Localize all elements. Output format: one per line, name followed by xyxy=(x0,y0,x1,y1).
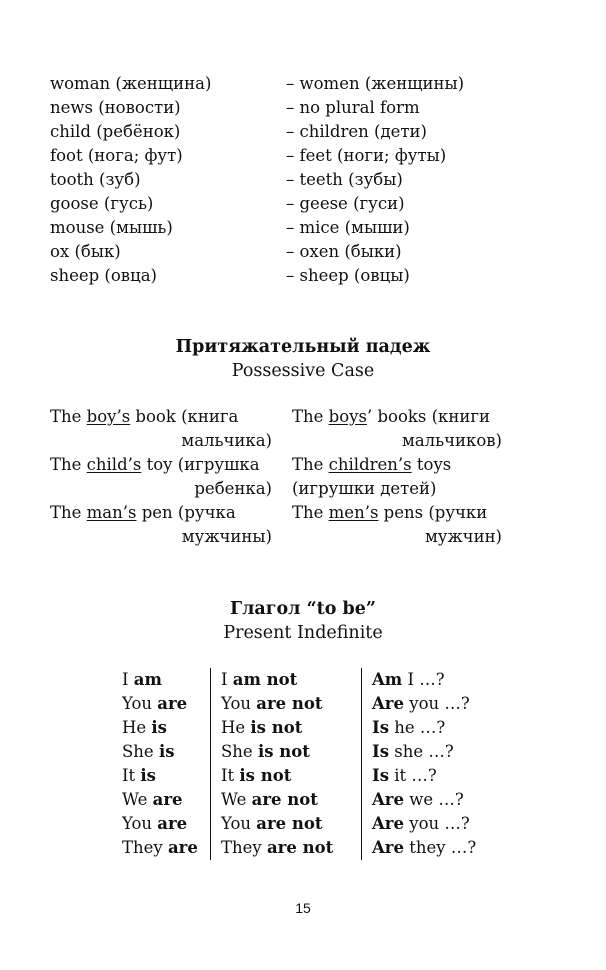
verb-form: Am xyxy=(372,670,403,689)
section-title: Глагол “to be” xyxy=(230,599,376,619)
pronoun: She xyxy=(122,742,159,761)
possessive-word: boys xyxy=(328,407,367,426)
plural-form: – feet (ноги; футы) xyxy=(286,146,447,165)
singular-example xyxy=(50,405,272,453)
example-text: pen (ручка xyxy=(136,503,236,522)
verb-form: is not xyxy=(250,718,303,737)
possessive-word: man’s xyxy=(86,503,137,522)
singular-form: tooth (зуб) xyxy=(50,170,141,189)
verb-form: is xyxy=(158,742,175,761)
section-subtitle: Possessive Case xyxy=(231,361,375,381)
list-item xyxy=(50,216,570,240)
plural-form: – sheep (овцы) xyxy=(286,266,410,285)
verb-form: Is xyxy=(372,718,390,737)
possessive-examples xyxy=(50,405,530,549)
pronoun: She xyxy=(221,742,258,761)
affirmative-cell xyxy=(118,716,211,740)
pronoun: He xyxy=(122,718,152,737)
table-row xyxy=(118,692,488,716)
verb-form: is xyxy=(140,766,156,785)
pronoun: You xyxy=(122,814,158,833)
pronoun: You xyxy=(122,694,158,713)
negative-cell xyxy=(211,788,362,812)
example-text: The xyxy=(50,455,87,474)
pronoun: We xyxy=(221,790,252,809)
affirmative-cell xyxy=(118,812,211,836)
affirmative-cell xyxy=(118,740,211,764)
plural-form: – geese (гуси) xyxy=(286,194,405,213)
list-item xyxy=(50,96,570,120)
translation-continuation: мальчика) xyxy=(181,431,272,450)
verb-form: are not xyxy=(256,814,323,833)
pronoun: she …? xyxy=(389,742,454,761)
translation-continuation: мальчиков) xyxy=(401,431,502,450)
translation-continuation: мужчины) xyxy=(181,527,272,546)
possessive-word: children’s xyxy=(328,455,412,474)
affirmative-cell xyxy=(118,836,211,860)
pronoun: I xyxy=(122,670,134,689)
negative-cell xyxy=(211,716,362,740)
negative-cell xyxy=(211,740,362,764)
negative-cell xyxy=(211,812,362,836)
irregular-plurals-list xyxy=(50,72,570,288)
question-cell xyxy=(362,692,489,716)
pronoun: You xyxy=(221,694,257,713)
singular-form: sheep (овца) xyxy=(50,266,157,285)
verb-form: Is xyxy=(372,766,390,785)
example-text: toys xyxy=(411,455,452,474)
pronoun: They xyxy=(221,838,267,857)
to-be-conjugation-table xyxy=(118,668,488,860)
to-be-heading xyxy=(0,597,606,645)
plural-example xyxy=(292,453,514,501)
negative-cell xyxy=(211,764,362,788)
list-item xyxy=(50,192,570,216)
example-row xyxy=(50,501,530,549)
question-cell xyxy=(362,788,489,812)
pronoun: it …? xyxy=(389,766,437,785)
affirmative-cell xyxy=(118,788,211,812)
question-cell xyxy=(362,812,489,836)
plural-form: – mice (мыши) xyxy=(286,218,410,237)
page-number: 15 xyxy=(295,900,311,916)
possessive-word: boy’s xyxy=(86,407,131,426)
pronoun: We xyxy=(122,790,153,809)
possessive-word: child’s xyxy=(86,455,142,474)
singular-example xyxy=(50,453,272,501)
singular-form: goose (гусь) xyxy=(50,194,154,213)
negative-cell xyxy=(211,836,362,860)
verb-form: are xyxy=(167,838,198,857)
example-text: The xyxy=(292,407,329,426)
pronoun: you …? xyxy=(404,694,470,713)
plural-form: – teeth (зубы) xyxy=(286,170,403,189)
translation-continuation: ребенка) xyxy=(194,479,272,498)
pronoun: It xyxy=(221,766,240,785)
singular-form: mouse (мышь) xyxy=(50,218,173,237)
pronoun: you …? xyxy=(404,814,470,833)
example-text: toy (игрушка xyxy=(141,455,260,474)
translation-continuation: (игрушки детей) xyxy=(292,479,437,498)
question-cell xyxy=(362,668,489,692)
plural-form: – children (дети) xyxy=(286,122,427,141)
example-text: pens (ручки xyxy=(378,503,488,522)
pronoun: He xyxy=(221,718,251,737)
pronoun: It xyxy=(122,766,141,785)
example-text: book (книга xyxy=(130,407,239,426)
section-title: Притяжательный падеж xyxy=(175,337,431,357)
list-item xyxy=(50,240,570,264)
plural-example xyxy=(292,405,514,453)
table-row xyxy=(118,764,488,788)
example-text: The xyxy=(292,503,329,522)
question-cell xyxy=(362,740,489,764)
verb-form: is xyxy=(151,718,167,737)
example-row xyxy=(50,405,530,453)
list-item xyxy=(50,120,570,144)
negative-cell xyxy=(211,668,362,692)
singular-example xyxy=(50,501,272,549)
question-cell xyxy=(362,836,489,860)
possessive-heading xyxy=(0,335,606,383)
pronoun: I xyxy=(221,670,233,689)
verb-form: Are xyxy=(372,814,404,833)
table-row xyxy=(118,836,488,860)
table-row xyxy=(118,812,488,836)
plural-form: – women (женщины) xyxy=(286,74,465,93)
list-item xyxy=(50,168,570,192)
singular-form: child (ребёнок) xyxy=(50,122,181,141)
verb-form: are not xyxy=(251,790,318,809)
verb-form: Is xyxy=(372,742,390,761)
example-text: The xyxy=(50,407,87,426)
list-item xyxy=(50,72,570,96)
pronoun: he …? xyxy=(389,718,446,737)
affirmative-cell xyxy=(118,764,211,788)
singular-form: news (новости) xyxy=(50,98,181,117)
verb-form: are xyxy=(157,814,188,833)
verb-form: is not xyxy=(257,742,310,761)
verb-form: are not xyxy=(256,694,323,713)
table-row xyxy=(118,668,488,692)
table-row xyxy=(118,788,488,812)
verb-form: am xyxy=(133,670,162,689)
negative-cell xyxy=(211,692,362,716)
singular-form: woman (женщина) xyxy=(50,74,212,93)
affirmative-cell xyxy=(118,692,211,716)
pronoun: They xyxy=(122,838,168,857)
verb-form: are not xyxy=(266,838,334,857)
table-row xyxy=(118,716,488,740)
translation-continuation: мужчин) xyxy=(424,527,502,546)
singular-form: foot (нога; фут) xyxy=(50,146,183,165)
verb-form: Are xyxy=(372,694,404,713)
list-item xyxy=(50,264,570,288)
verb-form: are xyxy=(157,694,188,713)
example-row xyxy=(50,453,530,501)
pronoun: we …? xyxy=(404,790,464,809)
section-subtitle: Present Indefinite xyxy=(223,623,383,643)
plural-form: – oxen (быки) xyxy=(286,242,402,261)
singular-form: ox (бык) xyxy=(50,242,121,261)
verb-form: Are xyxy=(372,790,404,809)
pronoun: they …? xyxy=(404,838,477,857)
pronoun: You xyxy=(221,814,257,833)
affirmative-cell xyxy=(118,668,211,692)
pronoun: I …? xyxy=(402,670,445,689)
verb-form: are xyxy=(152,790,183,809)
list-item xyxy=(50,144,570,168)
verb-form: is not xyxy=(239,766,292,785)
verb-form: Are xyxy=(372,838,404,857)
plural-example xyxy=(292,501,514,549)
question-cell xyxy=(362,716,489,740)
possessive-word: men’s xyxy=(328,503,379,522)
example-text: ’ books (книги xyxy=(366,407,490,426)
plural-form: – no plural form xyxy=(286,98,420,117)
table-row xyxy=(118,740,488,764)
question-cell xyxy=(362,764,489,788)
example-text: The xyxy=(50,503,87,522)
example-text: The xyxy=(292,455,329,474)
verb-form: am not xyxy=(232,670,298,689)
